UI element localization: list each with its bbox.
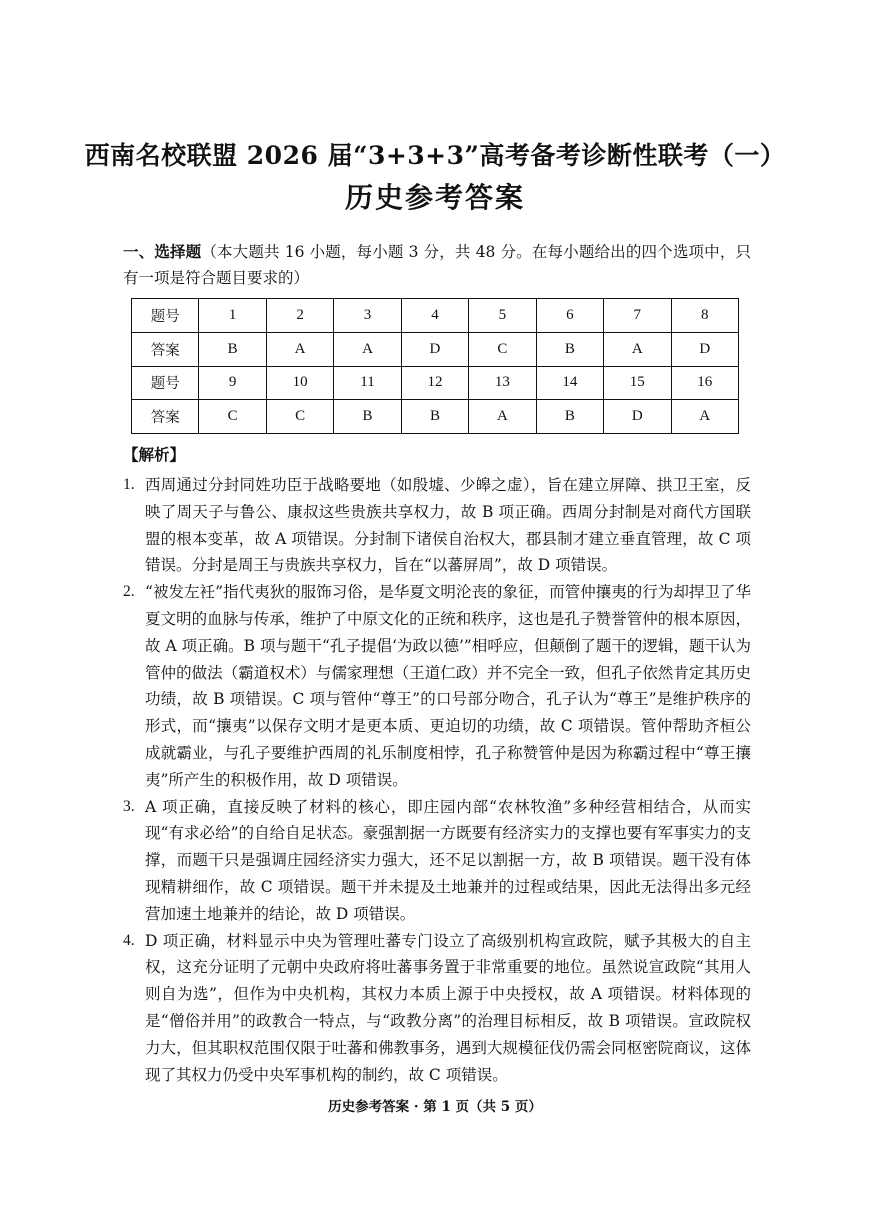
analysis-item-text: D 项正确，材料显示中央为管理吐蕃专门设立了高级别机构宣政院，赋予其极大的自主权，这充分证明了元朝中央政府将吐蕃事务置于非常重要的地位。虽然说宣政院“其用人则自为选”，但作为中央机构，其权力本质上源于中央授权，故 A 项错误。材料体现的是“僧俗并用”的政教合一特点，与“政教分离”的治理目标相反，故 B 项错误。宣政院权力大，但其职权范围仅限于吐蕃和佛教事务，遇到大规模征伐仍需会同枢密院商议，这体现了其权力仍受中央军事机构的制约，故 C 项错误。	[145, 931, 751, 1084]
answer-cell: B	[334, 400, 401, 434]
row-label: 答案	[132, 332, 199, 366]
analysis-item-text: A 项正确，直接反映了材料的核心，即庄园内部“农林牧渔”多种经营相结合，从而实现“有求必给”的自给自足状态。豪强割据一方既要有经济实力的支撑也要有军事实力的支撑，而题干只是强调庄园经济实力强大，还不足以割据一方，故 B 项错误。题干没有体现精耕细作，故 C 项错误。题干并未提及土地兼并的过程或结果，因此无法得出多元经营加速土地兼并的结论，故 D 项错误。	[145, 797, 751, 923]
question-number-cell: 11	[334, 366, 401, 400]
analysis-item-text: 西周通过分封同姓功臣于战略要地（如殷墟、少皞之虚），旨在建立屏障、拱卫王室，反映了周天子与鲁公、康叔这些贵族共享权力，故 B 项正确。西周分封制是对商代方国联盟的根本变革，故 A 项错误。分封制下诸侯自治权大，郡县制才建立垂直管理，故 C 项错误。分封是周王与贵族共享权力，旨在“以蕃屏周”，故 D 项错误。	[145, 476, 751, 575]
question-number-cell: 4	[401, 299, 468, 333]
question-number-cell: 15	[604, 366, 671, 400]
answer-cell: D	[604, 400, 671, 434]
row-label: 题号	[132, 366, 199, 400]
answer-cell: A	[266, 332, 333, 366]
analysis-item	[123, 579, 751, 793]
answer-cell: D	[671, 332, 739, 366]
question-number-cell: 1	[199, 299, 266, 333]
analysis-heading: 【解析】	[123, 445, 186, 464]
question-number-cell: 12	[401, 366, 468, 400]
row-label: 答案	[132, 400, 199, 434]
question-number-cell: 5	[469, 299, 536, 333]
section-heading	[123, 239, 751, 291]
answer-cell: A	[671, 400, 739, 434]
document-subtitle: 历史参考答案	[344, 181, 525, 214]
answer-table-row	[132, 299, 739, 333]
analysis-item-number: 2.	[123, 583, 135, 601]
answer-cell: A	[469, 400, 536, 434]
answer-cell: A	[604, 332, 671, 366]
answer-table-row	[132, 366, 739, 400]
question-number-cell: 3	[334, 299, 401, 333]
analysis-item	[123, 472, 751, 579]
section-description: （本大题共 16 小题，每小题 3 分，共 48 分。在每小题给出的四个选项中，只有一项是符合题目要求的）	[123, 243, 751, 287]
answer-cell: D	[401, 332, 468, 366]
answer-cell: C	[469, 332, 536, 366]
question-number-cell: 16	[671, 366, 739, 400]
answer-table-row	[132, 400, 739, 434]
question-number-cell: 7	[604, 299, 671, 333]
analysis-item-text: “被发左衽”指代夷狄的服饰习俗，是华夏文明沦丧的象征，而管仲攘夷的行为却捍卫了华夏文明的血脉与传承，维护了中原文化的正统和秩序，这也是孔子赞誉管仲的根本原因，故 A 项正确。B 项与题干“孔子提倡‘为政以德’”相呼应，但颠倒了题干的逻辑，题干认为管仲的做法（霸道权术）与儒家理想（王道仁政）并不完全一致，但孔子依然肯定其历史功绩，故 B 项错误。C 项与管仲“尊王”的口号部分吻合，孔子认为“尊王”是维护秩序的形式，而“攘夷”以保存文明才是更本质、更迫切的功绩，故 C 项错误。管仲帮助齐桓公成就霸业，与孔子要维护西周的礼乐制度相悖，孔子称赞管仲是因为称霸过程中“尊王攘夷”所产生的积极作用，故 D 项错误。	[145, 583, 751, 789]
answer-cell: C	[266, 400, 333, 434]
analysis-item-number: 1.	[123, 476, 135, 493]
analysis-item	[123, 928, 751, 1089]
answer-table	[131, 298, 739, 434]
answer-cell: B	[401, 400, 468, 434]
question-number-cell: 6	[536, 299, 603, 333]
question-number-cell: 13	[469, 366, 536, 400]
section-label: 一、选择题	[123, 242, 202, 261]
question-number-cell: 8	[671, 299, 739, 333]
answer-cell: B	[199, 332, 266, 366]
answer-cell: A	[334, 332, 401, 366]
question-number-cell: 10	[266, 366, 333, 400]
answer-cell: C	[199, 400, 266, 434]
question-number-cell: 14	[536, 366, 603, 400]
question-number-cell: 2	[266, 299, 333, 333]
analysis-item-number: 4.	[123, 931, 135, 949]
answer-table-row	[132, 332, 739, 366]
answer-cell: B	[536, 400, 603, 434]
row-label: 题号	[132, 299, 199, 333]
analysis-item	[123, 794, 751, 928]
analysis-list	[123, 472, 751, 1088]
document-title: 西南名校联盟 2026 届“3+3+3”高考备考诊断性联考（一）	[84, 141, 786, 170]
page-footer: 历史参考答案 · 第 1 页（共 5 页）	[328, 1099, 542, 1115]
analysis-item-number: 3.	[123, 797, 135, 815]
question-number-cell: 9	[199, 366, 266, 400]
answer-cell: B	[536, 332, 603, 366]
